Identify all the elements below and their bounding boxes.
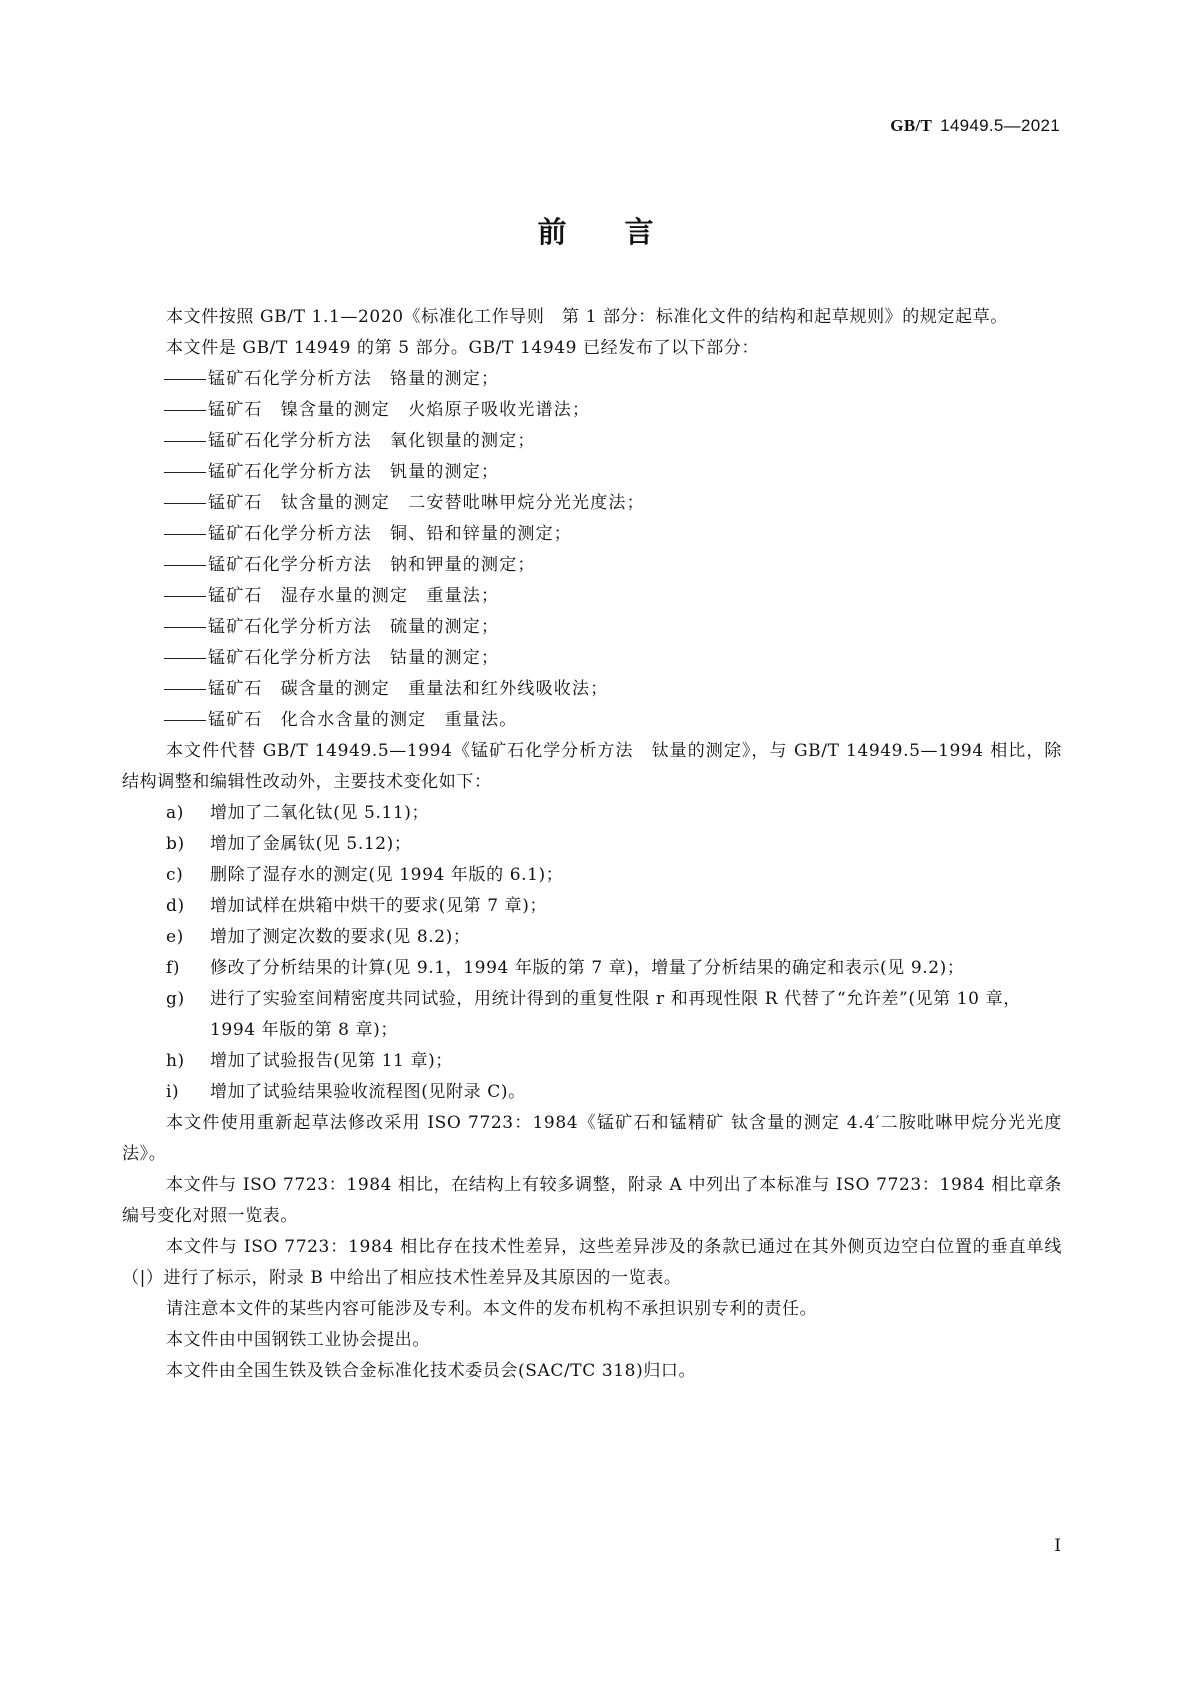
- list-item: 锰矿石 镍含量的测定 火焰原子吸收光谱法；: [122, 395, 1062, 426]
- list-item: h) 增加了试验报告(见第 11 章)；: [122, 1046, 1062, 1077]
- paragraph-drafting-rules: 本文件按照 GB/T 1.1—2020《标准化工作导则 第 1 部分：标准化文件的结构和起草规则》的规定起草。: [166, 307, 1008, 327]
- list-marker: f): [166, 958, 181, 978]
- list-item: 锰矿石化学分析方法 钴量的测定；: [122, 643, 1062, 674]
- em-dash: [164, 596, 206, 597]
- em-dash: [164, 720, 206, 721]
- list-item: 锰矿石化学分析方法 氧化钡量的测定；: [122, 426, 1062, 457]
- standard-code-prefix: GB/T: [890, 116, 933, 135]
- em-dash: [164, 689, 206, 690]
- em-dash: [164, 565, 206, 566]
- list-item: d) 增加试样在烘箱中烘干的要求(见第 7 章)；: [122, 891, 1062, 922]
- list-item: a) 增加了二氧化钛(见 5.11)；: [122, 798, 1062, 829]
- em-dash: [164, 658, 206, 659]
- em-dash: [164, 379, 206, 380]
- foreword-body: [122, 302, 1062, 1387]
- em-dash: [164, 534, 206, 535]
- list-item: 锰矿石 湿存水量的测定 重量法；: [122, 581, 1062, 612]
- list-marker: b): [166, 834, 185, 854]
- list-marker: h): [166, 1051, 185, 1071]
- list-item: b) 增加了金属钛(见 5.12)；: [122, 829, 1062, 860]
- standard-code-number: 14949.5—2021: [940, 116, 1060, 135]
- paragraph-technical-committee: 本文件由全国生铁及铁合金标准化技术委员会(SAC/TC 318)归口。: [166, 1361, 697, 1381]
- paragraph-technical-differences: 本文件与 ISO 7723：1984 相比存在技术性差异，这些差异涉及的条款已通过在其外侧页边空白位置的垂直单线（|）进行了标示，附录 B 中给出了相应技术性差异及其原因的一览表。: [122, 1237, 1062, 1288]
- list-marker: e): [166, 927, 184, 947]
- list-marker: a): [166, 803, 184, 823]
- list-marker: d): [166, 896, 185, 916]
- page-number: I: [1054, 1536, 1061, 1556]
- list-item: 锰矿石 化合水含量的测定 重量法。: [122, 705, 1062, 736]
- list-item: c) 删除了湿存水的测定(见 1994 年版的 6.1)；: [122, 860, 1062, 891]
- standard-code: [890, 116, 1060, 136]
- paragraph-structure-changes: 本文件与 ISO 7723：1984 相比，在结构上有较多调整，附录 A 中列出了本标准与 ISO 7723：1984 相比章条编号变化对照一览表。: [122, 1175, 1062, 1226]
- paragraph-patent-notice: 请注意本文件的某些内容可能涉及专利。本文件的发布机构不承担识别专利的责任。: [166, 1299, 818, 1319]
- list-item: 锰矿石 碳含量的测定 重量法和红外线吸收法；: [122, 674, 1062, 705]
- paragraph-replaces: 本文件代替 GB/T 14949.5—1994《锰矿石化学分析方法 钛量的测定》，与 GB/T 14949.5—1994 相比，除结构调整和编辑性改动外，主要技术变化如下：: [122, 741, 1062, 792]
- list-item: e) 增加了测定次数的要求(见 8.2)；: [122, 922, 1062, 953]
- list-item: i) 增加了试验结果验收流程图(见附录 C)。: [122, 1077, 1062, 1108]
- em-dash: [164, 441, 206, 442]
- paragraph-part-info: 本文件是 GB/T 14949 的第 5 部分。GB/T 14949 已经发布了以下部分：: [166, 338, 760, 358]
- list-item: f) 修改了分析结果的计算(见 9.1，1994 年版的第 7 章)，增量了分析结果的确定和表示(见 9.2)；: [122, 953, 1062, 984]
- technical-changes-list: [122, 798, 1062, 1108]
- list-item: 锰矿石化学分析方法 钠和钾量的测定；: [122, 550, 1062, 581]
- list-item: 锰矿石化学分析方法 铜、铅和锌量的测定；: [122, 519, 1062, 550]
- page-title: 前言: [537, 215, 712, 249]
- list-item: g) 进行了实验室间精密度共同试验，用统计得到的重复性限 r 和再现性限 R 代替了“允许差”(见第 10 章，1994 年版的第 8 章)；: [122, 984, 1062, 1046]
- published-parts-list: [122, 364, 1062, 736]
- paragraph-iso-adoption: 本文件使用重新起草法修改采用 ISO 7723：1984《锰矿石和锰精矿 钛含量的测定 4.4′二胺吡啉甲烷分光光度法》。: [122, 1113, 1062, 1164]
- list-item: 锰矿石化学分析方法 钒量的测定；: [122, 457, 1062, 488]
- list-item: 锰矿石 钛含量的测定 二安替吡啉甲烷分光光度法；: [122, 488, 1062, 519]
- list-item: 锰矿石化学分析方法 硫量的测定；: [122, 612, 1062, 643]
- paragraph-proposer: 本文件由中国钢铁工业协会提出。: [166, 1330, 430, 1350]
- em-dash: [164, 410, 206, 411]
- list-item: 锰矿石化学分析方法 铬量的测定；: [122, 364, 1062, 395]
- em-dash: [164, 627, 206, 628]
- list-marker: c): [166, 865, 184, 885]
- list-marker: g): [166, 989, 185, 1009]
- list-marker: i): [166, 1082, 180, 1102]
- em-dash: [164, 472, 206, 473]
- em-dash: [164, 503, 206, 504]
